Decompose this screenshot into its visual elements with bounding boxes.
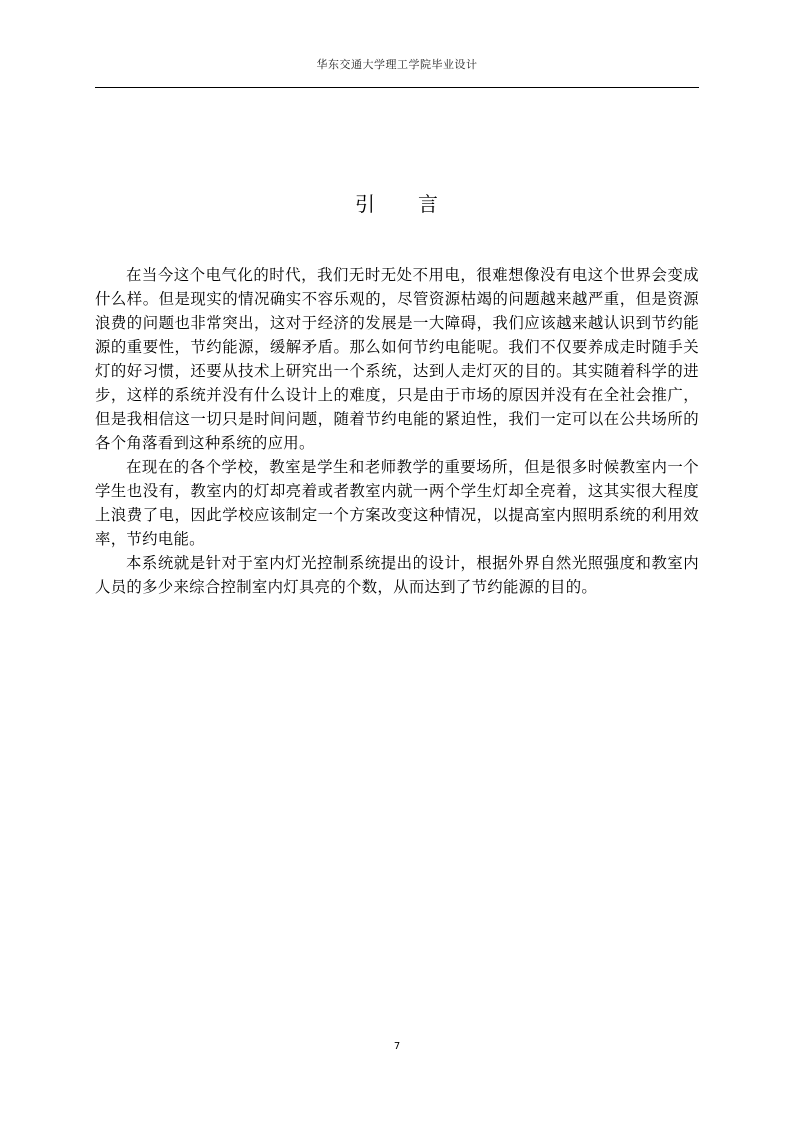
paragraph-3: 本系统就是针对于室内灯光控制系统提出的设计，根据外界自然光照强度和教室内人员的多少来综合控制室内灯具亮的个数，从而达到了节约能源的目的。 xyxy=(95,554,699,596)
section-title xyxy=(95,188,699,217)
page-number: 7 xyxy=(393,1041,401,1052)
paragraph-2: 在现在的各个学校，教室是学生和老师教学的重要场所，但是很多时候教室内一个学生也没有，教室内的灯却亮着或者教室内就一两个学生灯却全亮着，这其实很大程度上浪费了电，因此学校应该制定一个方案改变这种情况，以提高室内照明系统的利用效率，节约电能。 xyxy=(95,458,699,548)
page-header: 华东交通大学理工学院毕业设计 xyxy=(316,58,478,71)
header-divider xyxy=(95,87,699,88)
body-text xyxy=(95,263,699,599)
section-title-char-1: 引 xyxy=(355,192,376,216)
section-title-char-2: 言 xyxy=(418,192,439,216)
paragraph-1: 在当今这个电气化的时代，我们无时无处不用电，很难想像没有电这个世界会变成什么样。但是现实的情况确实不容乐观的，尽管资源枯竭的问题越来越严重，但是资源浪费的问题也非常突出，这对于经济的发展是一大障碍，我们应该越来越认识到节约能源的重要性，节约能源，缓解矛盾。那么如何节约电能呢。我们不仅要养成走时随手关灯的好习惯，还要从技术上研究出一个系统，达到人走灯灭的目的。其实随着科学的进步，这样的系统并没有什么设计上的难度，只是由于市场的原因并没有在全社会推广，但是我相信这一切只是时间问题，随着节约电能的紧迫性，我们一定可以在公共场所的各个角落看到这种系统的应用。 xyxy=(95,266,699,452)
